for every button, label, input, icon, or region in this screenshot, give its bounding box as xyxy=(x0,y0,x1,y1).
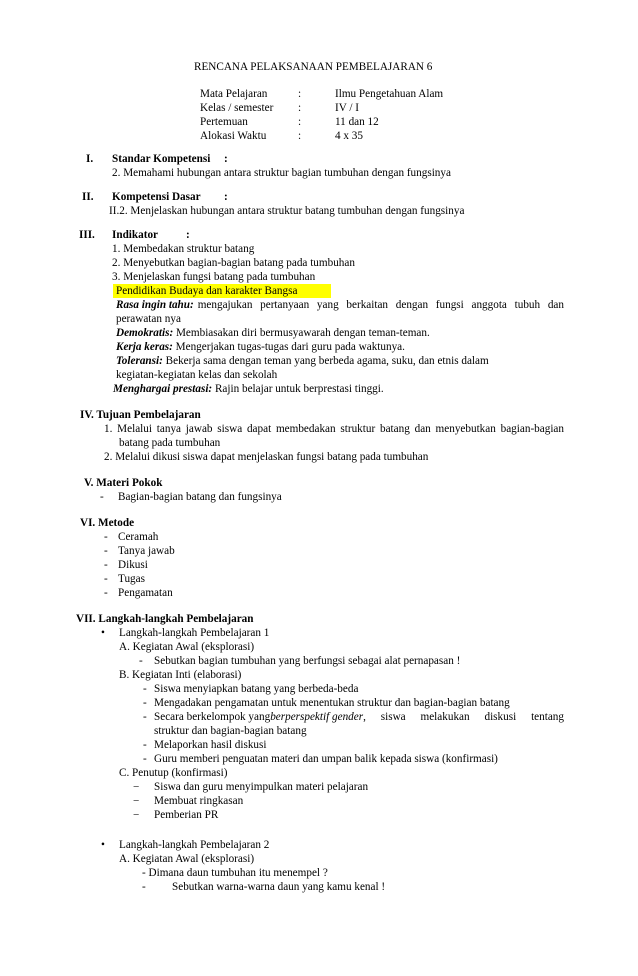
method-item: Tugas xyxy=(118,573,145,585)
info-sep: : xyxy=(298,102,302,114)
highlighted-heading: Pendidikan Budaya dan karakter Bangsa xyxy=(113,284,331,298)
character-text-cont: perawatan nya xyxy=(116,313,181,325)
section-number: I. xyxy=(86,153,94,165)
section-heading-row xyxy=(80,516,134,530)
method-item: Dikusi xyxy=(118,559,148,571)
dash: − xyxy=(133,795,140,807)
activity-heading: A. Kegiatan Awal (eksplorasi) xyxy=(119,853,255,865)
section-heading-row xyxy=(76,612,254,626)
activity-item: Membuat ringkasan xyxy=(154,795,244,807)
section-heading-row xyxy=(80,408,201,422)
info-sep: : xyxy=(298,88,302,100)
dash: - xyxy=(143,753,147,765)
section-heading: Standar Kompetensi xyxy=(112,153,211,165)
dash: - xyxy=(143,683,147,695)
info-value: Ilmu Pengetahuan Alam xyxy=(335,88,444,100)
section-heading: Tujuan Pembelajaran xyxy=(96,409,201,421)
list-item: 2. Menyebutkan bagian-bagian batang pada tumbuhan xyxy=(112,257,355,269)
list-item: 3. Menjelaskan fungsi batang pada tumbuhan xyxy=(112,271,316,283)
objective-1 xyxy=(104,422,564,436)
objective-text-cont: batang pada tumbuhan xyxy=(119,437,221,449)
info-value: 4 x 35 xyxy=(335,130,363,142)
activity-item: Sebutkan warna-warna daun yang kamu kenal ! xyxy=(172,881,386,893)
character-label: Kerja keras: xyxy=(116,341,173,353)
dash: - xyxy=(100,491,104,503)
character-demokratis xyxy=(116,326,430,340)
section-colon: : xyxy=(224,153,228,165)
dash: - xyxy=(104,559,108,571)
dash: - xyxy=(139,655,143,667)
section-colon: : xyxy=(224,191,228,203)
activity-item: Pemberian PR xyxy=(154,809,219,821)
info-label: Alokasi Waktu xyxy=(200,130,267,142)
character-text: Rajin belajar untuk berprestasi tinggi. xyxy=(214,383,384,395)
info-label: Kelas / semester xyxy=(200,102,274,114)
section-heading-row xyxy=(84,476,162,490)
character-label: Menghargai prestasi: xyxy=(113,383,213,395)
bullet: • xyxy=(101,839,105,851)
activity-item: Siswa menyiapkan batang yang berbeda-beda xyxy=(154,683,359,695)
character-menghargai xyxy=(113,382,384,396)
bullet: • xyxy=(101,627,105,639)
section-heading: Materi Pokok xyxy=(96,477,163,489)
method-item: Ceramah xyxy=(118,531,159,543)
activity-text: Secara berkelompok yang xyxy=(154,711,271,723)
dash: - xyxy=(142,881,146,893)
activity-item: Sebutkan bagian tumbuhan yang berfungsi sebagai alat pernapasan ! xyxy=(154,655,461,667)
character-text: mengajukan pertanyaan yang berkaitan dengan fungsi anggota tubuh dan xyxy=(197,299,564,311)
section-heading: Indikator xyxy=(112,229,159,241)
character-kerja-keras xyxy=(116,340,405,354)
info-value: 11 dan 12 xyxy=(335,116,379,128)
activity-item: Melaporkan hasil diskusi xyxy=(154,739,267,751)
activity-item: Guru memberi penguatan materi dan umpan balik kepada siswa (konfirmasi) xyxy=(154,753,498,765)
info-label: Pertemuan xyxy=(200,116,248,128)
section-number: V. xyxy=(84,477,94,489)
info-label: Mata Pelajaran xyxy=(200,88,268,100)
character-label: Rasa ingin tahu: xyxy=(116,299,194,311)
steps-title: Langkah-langkah Pembelajaran 1 xyxy=(119,627,270,639)
materi-text: Bagian-bagian batang dan fungsinya xyxy=(118,491,282,503)
character-toleransi xyxy=(116,354,489,368)
section-text: II.2. Menjelaskan hubungan antara struktur batang tumbuhan dengan fungsinya xyxy=(109,205,465,217)
character-rasa xyxy=(116,298,564,312)
dash: - xyxy=(143,739,147,751)
dash: - xyxy=(104,531,108,543)
section-number: IV. xyxy=(80,409,94,421)
activity-item-gender xyxy=(154,710,564,724)
objective-text: 1. Melalui tanya jawab siswa dapat membedakan struktur batang dan menyebutkan bagian-bagian xyxy=(104,423,564,435)
dash: - xyxy=(104,545,108,557)
method-item: Pengamatan xyxy=(118,587,173,599)
activity-text: , siswa melakukan diskusi tentang xyxy=(363,711,564,723)
section-number: III. xyxy=(79,229,95,241)
section-text: 2. Memahami hubungan antara struktur bagian tumbuhan dengan fungsinya xyxy=(112,167,451,179)
objective-2: 2. Melalui dikusi siswa dapat menjelaskan fungsi batang pada tumbuhan xyxy=(104,451,429,463)
section-number: II. xyxy=(82,191,94,203)
activity-item: - Dimana daun tumbuhan itu menempel ? xyxy=(142,867,328,879)
section-number: VI. xyxy=(80,517,96,529)
dash: − xyxy=(133,781,140,793)
steps-title: Langkah-langkah Pembelajaran 2 xyxy=(119,839,270,851)
info-sep: : xyxy=(298,116,302,128)
section-heading: Kompetensi Dasar xyxy=(112,191,201,203)
section-heading: Metode xyxy=(98,517,135,529)
dash: - xyxy=(143,711,147,723)
method-item: Tanya jawab xyxy=(118,545,175,557)
character-text-cont: kegiatan-kegiatan kelas dan sekolah xyxy=(116,369,278,381)
activity-heading: A. Kegiatan Awal (eksplorasi) xyxy=(119,641,255,653)
character-label: Demokratis: xyxy=(116,327,174,339)
dash: - xyxy=(104,573,108,585)
activity-heading: B. Kegiatan Inti (elaborasi) xyxy=(119,669,242,681)
dash: - xyxy=(143,697,147,709)
dash: - xyxy=(104,587,108,599)
list-item: 1. Membedakan struktur batang xyxy=(112,243,255,255)
info-value: IV / I xyxy=(335,102,360,114)
character-text: Membiasakan diri bermusyawarah dengan teman-teman. xyxy=(175,327,430,339)
character-text: Bekerja sama dengan teman yang berbeda agama, suku, dan etnis dalam xyxy=(165,355,489,367)
activity-emphasis: berperspektif gender xyxy=(270,711,364,723)
activity-item-cont: struktur dan bagian-bagian batang xyxy=(154,725,307,737)
character-text: Mengerjakan tugas-tugas dari guru pada waktunya. xyxy=(175,341,405,353)
section-number: VII. xyxy=(76,613,96,625)
section-heading: Langkah-langkah Pembelajaran xyxy=(98,613,254,625)
dash: − xyxy=(133,809,140,821)
activity-heading: C. Penutup (konfirmasi) xyxy=(119,767,228,779)
info-sep: : xyxy=(298,130,302,142)
activity-item: Mengadakan pengamatan untuk menentukan struktur dan bagian-bagian batang xyxy=(154,697,510,709)
document-title: RENCANA PELAKSANAAN PEMBELAJARAN 6 xyxy=(194,61,433,73)
activity-item: Siswa dan guru menyimpulkan materi pelajaran xyxy=(154,781,369,793)
character-label: Toleransi: xyxy=(116,355,163,367)
section-colon: : xyxy=(186,229,190,241)
